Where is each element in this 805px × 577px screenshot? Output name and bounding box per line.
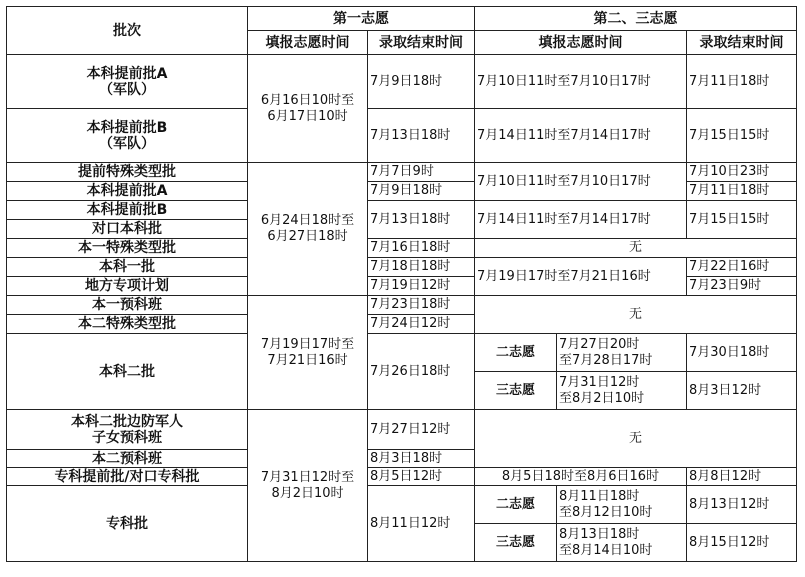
first-end-time-cell: 7月7日9时 (368, 163, 475, 182)
header-end-time-2: 录取结束时间 (687, 31, 797, 55)
second-fill-time-cell: 7月10日11时至7月10日17时 (475, 163, 687, 201)
first-end-time-cell: 7月27日12时 (368, 410, 475, 450)
table-row (7, 486, 797, 524)
batch-cell: 专科提前批/对口专科批 (7, 468, 248, 486)
table-row (7, 410, 797, 450)
batch-cell: 本一特殊类型批 (7, 239, 248, 258)
schedule-table-wrapper (6, 6, 797, 562)
first-end-time-cell: 7月13日18时 (368, 201, 475, 239)
table-row (7, 55, 797, 109)
table-row (7, 296, 797, 315)
first-end-time-cell: 7月23日18时 (368, 296, 475, 315)
table-row (7, 468, 797, 486)
no-second-choice-cell: 无 (475, 410, 797, 468)
header-fill-time-2: 填报志愿时间 (475, 31, 687, 55)
sub-fill-time-cell (557, 334, 687, 372)
table-row (7, 258, 797, 277)
sub-fill-time-cell (557, 524, 687, 562)
first-fill-time-cell (248, 296, 368, 410)
fill-time-line: 至7月28日17时 (559, 352, 653, 368)
sub-end-time-cell: 7月30日18时 (687, 334, 797, 372)
header-row-1 (7, 7, 797, 31)
batch-cell: 本二特殊类型批 (7, 315, 248, 334)
second-end-time-cell: 7月15日15时 (687, 109, 797, 163)
second-fill-time-cell: 7月14日11时至7月14日17时 (475, 201, 687, 239)
first-fill-time-cell (248, 55, 368, 163)
batch-cell: 对口本科批 (7, 220, 248, 239)
first-end-time-cell: 8月11日12时 (368, 486, 475, 562)
second-end-time-cell: 7月23日9时 (687, 277, 797, 296)
fill-time-line: 6月17日10时 (267, 108, 348, 124)
fill-time-line: 8月2日10时 (271, 485, 344, 501)
batch-cell: 地方专项计划 (7, 277, 248, 296)
batch-line: （军队） (99, 135, 155, 152)
batch-cell: 本科一批 (7, 258, 248, 277)
second-end-time-cell: 7月11日18时 (687, 182, 797, 201)
second-choice-label: 二志愿 (475, 334, 557, 372)
fill-time-line: 7月21日16时 (267, 352, 348, 368)
first-end-time-cell: 7月16日18时 (368, 239, 475, 258)
batch-cell: 提前特殊类型批 (7, 163, 248, 182)
second-choice-label: 二志愿 (475, 486, 557, 524)
sub-fill-time-cell (557, 372, 687, 410)
fill-time-line: 6月16日10时至 (260, 92, 355, 108)
second-fill-time-cell: 7月14日11时至7月14日17时 (475, 109, 687, 163)
fill-time-line: 至8月14日10时 (559, 542, 653, 558)
first-end-time-cell: 7月26日18时 (368, 334, 475, 410)
batch-cell: 本二预科班 (7, 450, 248, 468)
fill-time-line: 至8月2日10时 (559, 390, 645, 406)
first-end-time-cell: 7月19日12时 (368, 277, 475, 296)
first-end-time-cell: 7月18日18时 (368, 258, 475, 277)
sub-end-time-cell: 8月3日12时 (687, 372, 797, 410)
table-row (7, 109, 797, 163)
batch-line: 本科提前批A (86, 65, 168, 82)
fill-time-line: 8月13日18时 (559, 526, 640, 542)
third-choice-label: 三志愿 (475, 372, 557, 410)
first-end-time-cell: 8月5日12时 (368, 468, 475, 486)
header-second-third-choice: 第二、三志愿 (475, 7, 797, 31)
first-end-time-cell: 7月9日18时 (368, 55, 475, 109)
table-row (7, 201, 797, 220)
sub-fill-time-cell (557, 486, 687, 524)
batch-line: 本科提前批B (86, 119, 168, 136)
first-fill-time-cell (248, 163, 368, 296)
second-end-time-cell: 8月8日12时 (687, 468, 797, 486)
header-first-choice: 第一志愿 (248, 7, 475, 31)
second-fill-time-cell: 7月10日11时至7月10日17时 (475, 55, 687, 109)
third-choice-label: 三志愿 (475, 524, 557, 562)
fill-time-line: 6月24日18时至 (260, 213, 355, 228)
fill-time-line: 7月27日20时 (559, 336, 640, 352)
batch-cell: 本一预科班 (7, 296, 248, 315)
first-end-time-cell: 8月3日18时 (368, 450, 475, 468)
table-row (7, 239, 797, 258)
header-fill-time-1: 填报志愿时间 (248, 31, 368, 55)
batch-cell (7, 109, 248, 163)
sub-end-time-cell: 8月15日12时 (687, 524, 797, 562)
batch-cell: 本科提前批B (7, 201, 248, 220)
fill-time-line: 6月27日18时 (267, 229, 348, 244)
second-fill-time-cell: 8月5日18时至8月6日16时 (475, 468, 687, 486)
batch-line: 本科二批边防军人 (71, 413, 183, 430)
batch-cell: 专科批 (7, 486, 248, 562)
batch-cell: 本科二批 (7, 334, 248, 410)
batch-cell (7, 55, 248, 109)
fill-time-line: 7月31日12时 (559, 374, 640, 390)
second-end-time-cell: 7月22日16时 (687, 258, 797, 277)
admission-schedule-table (6, 6, 797, 562)
batch-cell (7, 410, 248, 450)
no-second-choice-cell: 无 (475, 296, 797, 334)
header-end-time-1: 录取结束时间 (368, 31, 475, 55)
first-end-time-cell: 7月24日12时 (368, 315, 475, 334)
no-second-choice-cell: 无 (475, 239, 797, 258)
second-end-time-cell: 7月11日18时 (687, 55, 797, 109)
fill-time-line: 至8月12日10时 (559, 504, 653, 520)
batch-line: 子女预科班 (92, 429, 162, 446)
first-end-time-cell: 7月13日18时 (368, 109, 475, 163)
first-fill-time-cell (248, 410, 368, 562)
second-end-time-cell: 7月15日15时 (687, 201, 797, 239)
fill-time-line: 7月19日17时至 (260, 336, 355, 352)
fill-time-line: 7月31日12时至 (260, 469, 355, 485)
sub-end-time-cell: 8月13日12时 (687, 486, 797, 524)
batch-line: （军队） (99, 81, 155, 98)
fill-time-line: 8月11日18时 (559, 488, 640, 504)
batch-cell: 本科提前批A (7, 182, 248, 201)
header-batch: 批次 (7, 7, 248, 55)
second-fill-time-cell: 7月19日17时至7月21日16时 (475, 258, 687, 296)
table-row (7, 334, 797, 372)
table-row (7, 163, 797, 182)
second-end-time-cell: 7月10日23时 (687, 163, 797, 182)
first-end-time-cell: 7月9日18时 (368, 182, 475, 201)
